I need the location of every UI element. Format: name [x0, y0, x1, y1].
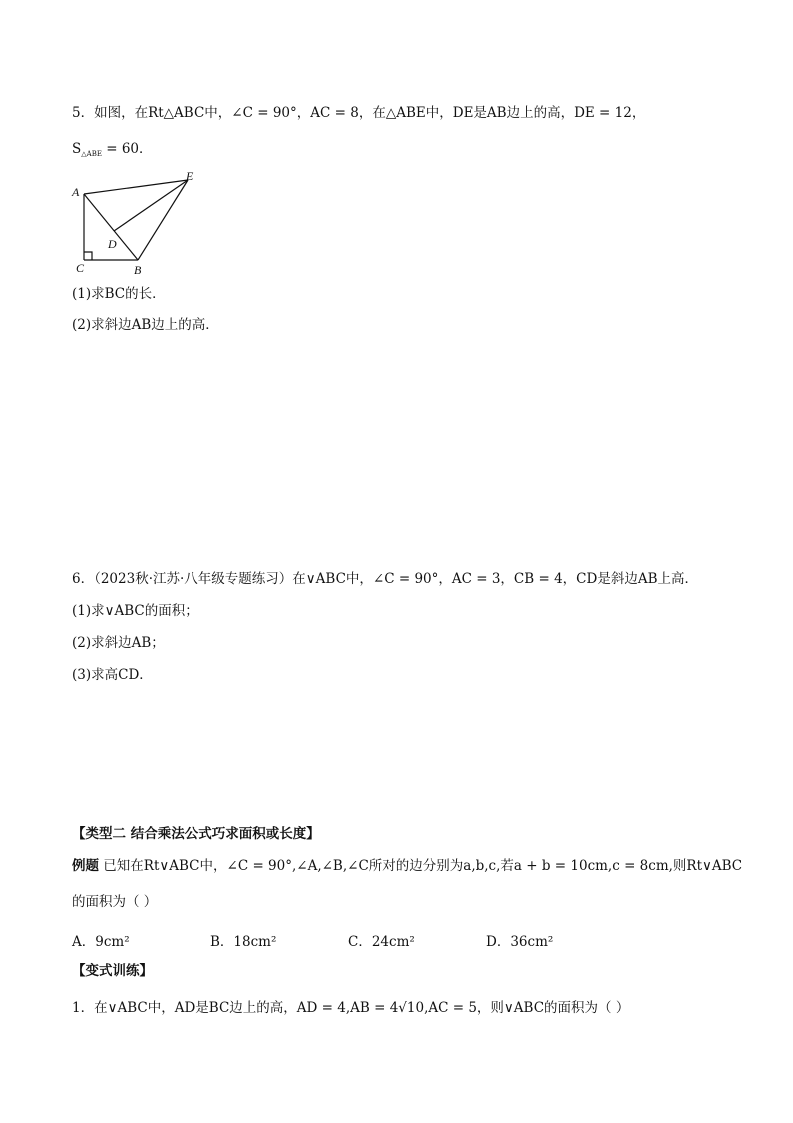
variant-heading: 【变式训练】	[72, 963, 153, 979]
segment-eb	[138, 180, 188, 260]
label-e: E	[186, 169, 194, 183]
segment-ae	[84, 180, 188, 194]
q6-part3: (3)求高CD．	[72, 667, 153, 683]
q5-area-subscript: △ABE	[81, 150, 102, 158]
label-a: A	[72, 185, 80, 199]
option-c[interactable]: C．24cm²	[348, 934, 415, 950]
q5-area-value: = 60．	[101, 141, 153, 157]
type2-heading: 【类型二 结合乘法公式巧求面积或长度】	[72, 826, 320, 842]
q6-stem: 6．（2023秋·江苏·八年级专题练习）在∨ABC中，∠C = 90°，AC = 3，CB = 4，CD是斜边AB上高．	[72, 571, 698, 587]
label-d: D	[108, 237, 117, 251]
q5-part2: (2)求斜边AB边上的高．	[72, 317, 219, 333]
example-label: 例题	[72, 858, 99, 874]
option-b[interactable]: B．18cm²	[210, 934, 277, 950]
q5-part1: (1)求BC的长．	[72, 286, 166, 302]
q5-area-line	[72, 140, 153, 160]
q5-area-symbol: S	[72, 141, 82, 157]
variant-q1: 1．在∨ABC中，AD是BC边上的高，AD = 4,AB = 4√10,AC = 5，则∨ABC的面积为（ ）	[72, 1000, 630, 1016]
option-d[interactable]: D．36cm²	[486, 934, 554, 950]
example-line	[72, 857, 742, 875]
segment-de	[114, 180, 188, 231]
q5-stem: 5．如图，在Rt△ABC中，∠C = 90°，AC = 8，在△ABE中，DE是AB边上的高，DE = 12，	[72, 105, 646, 121]
option-a[interactable]: A．9cm²	[72, 934, 130, 950]
q6-part2: (2)求斜边AB；	[72, 635, 165, 651]
q6-part1: (1)求∨ABC的面积；	[72, 603, 199, 619]
example-text: 已知在Rt∨ABC中，∠C = 90°,∠A,∠B,∠C所对的边分别为a,b,c,若a + b = 10cm,c = 8cm,则Rt∨ABC	[99, 858, 743, 874]
label-c: C	[76, 261, 85, 275]
label-b: B	[134, 263, 142, 277]
example-text-cont: 的面积为（ ）	[72, 894, 158, 910]
q5-figure	[68, 168, 208, 278]
right-angle-mark	[84, 252, 92, 260]
